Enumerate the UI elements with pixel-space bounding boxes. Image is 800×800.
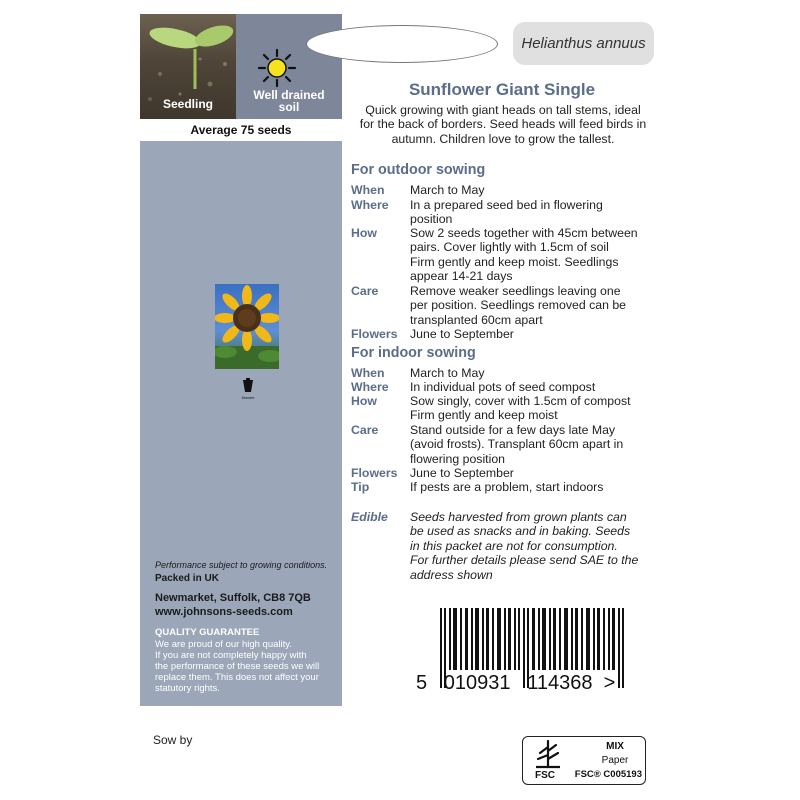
guarantee-text	[155, 639, 341, 694]
intro-text	[350, 103, 656, 146]
guarantee-line: replace them. This does not affect your	[155, 672, 319, 683]
row-line: Seeds harvested from grown plants can	[410, 510, 627, 524]
pot-label: Moment	[241, 396, 255, 400]
info-panels	[140, 14, 342, 119]
soil-label	[236, 89, 342, 113]
guarantee-line: statutory rights.	[155, 683, 220, 694]
fsc-paper: Paper	[601, 755, 629, 766]
fsc-tree-icon	[528, 739, 568, 771]
row-value	[410, 366, 660, 380]
row-value	[410, 480, 660, 494]
row-line: Firm gently and keep moist. Seedlings	[410, 254, 619, 269]
row-line: In a prepared seed bed in flowering	[410, 198, 603, 212]
row-line: Sow singly, cover with 1.5cm of compost	[410, 394, 631, 408]
row-key: Where	[351, 198, 389, 212]
row-key: Edible	[351, 510, 388, 524]
seedling-label: Seedling	[162, 97, 213, 111]
packed-in: Packed in UK	[155, 573, 219, 584]
row-line: appear 14-21 days	[410, 269, 513, 284]
seed-count: Average 75 seeds	[140, 119, 342, 141]
address-line-1: Newmarket, Suffolk, CB8 7QB	[155, 592, 311, 604]
row-line: Remove weaker seedlings leaving one	[410, 284, 621, 298]
fsc-word: FSC	[535, 770, 555, 781]
seedling-photo	[140, 14, 236, 119]
row-key: Where	[351, 380, 389, 394]
row-line: June to September	[410, 466, 514, 480]
fsc-mix: MIX	[606, 741, 624, 752]
barcode-number: 5 010931 114368 >	[416, 672, 616, 694]
row-line: (avoid frosts). Transplant 60cm apart in	[410, 437, 624, 452]
row-value	[410, 183, 660, 197]
row-value	[410, 226, 660, 284]
row-line: June to September	[410, 327, 514, 341]
intro-line: autumn. Children love to grow the tallest.	[391, 131, 615, 146]
row-value	[410, 327, 660, 341]
guarantee-title: QUALITY GUARANTEE	[155, 627, 260, 638]
row-key: Tip	[351, 480, 370, 494]
soil-label-line2: soil	[278, 100, 300, 114]
row-line: address shown	[410, 567, 493, 582]
pot-icon	[240, 378, 256, 400]
row-line: be used as snacks and in baking. Seeds	[410, 524, 631, 539]
row-line: flowering position	[410, 451, 506, 466]
sunflower-photo	[215, 284, 279, 369]
indoor-heading: For indoor sowing	[351, 345, 476, 361]
intro-line: for the back of borders. Seed heads will feed birds in	[359, 117, 647, 132]
row-key: Care	[351, 284, 379, 298]
row-key: How	[351, 226, 377, 240]
row-line: Sow 2 seeds together with 45cm between	[410, 226, 638, 240]
row-key: When	[351, 366, 385, 380]
row-line: per position. Seedlings removed can be	[410, 298, 627, 313]
address	[155, 591, 311, 619]
row-value	[410, 284, 660, 327]
guarantee-line: the performance of these seeds we will	[155, 661, 320, 672]
left-panel	[140, 14, 342, 706]
row-line: Stand outside for a few days late May	[410, 423, 616, 437]
blank-label-oval	[306, 25, 498, 63]
row-line: March to May	[410, 366, 485, 380]
row-value	[410, 466, 660, 480]
row-key: Flowers	[351, 466, 398, 480]
row-line: pairs. Cover lightly with 1.5cm of soil	[410, 240, 609, 255]
row-value	[410, 510, 660, 582]
row-value	[410, 380, 660, 394]
page-title: Sunflower Giant Single	[408, 80, 596, 99]
row-line: position	[410, 212, 453, 227]
sunflower-image	[215, 284, 279, 369]
row-line: For further details please send SAE to the	[410, 553, 639, 568]
row-value	[410, 423, 660, 466]
row-key: Flowers	[351, 327, 398, 341]
sow-by-label: Sow by	[153, 733, 193, 747]
row-line: transplanted 60cm apart	[410, 312, 543, 327]
guarantee-line: We are proud of our high quality.	[155, 639, 292, 650]
row-key: How	[351, 394, 377, 408]
row-value	[410, 394, 660, 423]
row-key: Care	[351, 423, 379, 437]
fsc-code: FSC® C005193	[574, 769, 642, 780]
row-line: in this packet are not for consumption.	[410, 538, 618, 553]
performance-note: Performance subject to growing conditions.	[155, 560, 328, 570]
sun-icon	[257, 48, 297, 88]
outdoor-heading: For outdoor sowing	[351, 162, 486, 178]
row-value	[410, 198, 660, 227]
row-line: In individual pots of seed compost	[410, 380, 596, 394]
intro-line: Quick growing with giant heads on tall stems, ideal	[365, 103, 641, 117]
guarantee-line: If you are not completely happy with	[155, 650, 307, 661]
website-link[interactable]: www.johnsons-seeds.com	[155, 606, 293, 618]
row-line: If pests are a problem, start indoors	[410, 480, 604, 494]
row-line: Firm gently and keep moist	[410, 408, 558, 423]
row-line: March to May	[410, 183, 485, 197]
soil-label-line1: Well drained	[253, 88, 325, 102]
latin-name: Helianthus annuus	[513, 22, 654, 65]
row-key: When	[351, 183, 385, 197]
